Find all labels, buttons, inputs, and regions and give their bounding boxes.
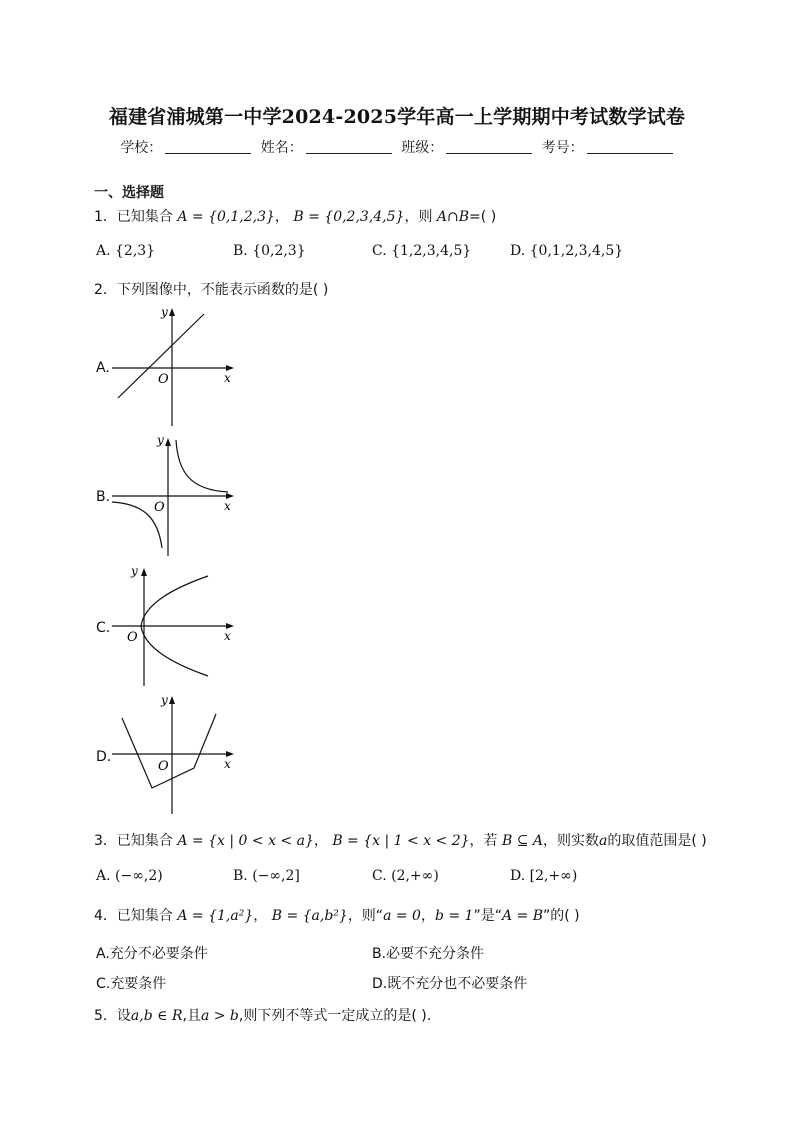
question-text: ”是“ bbox=[473, 908, 502, 924]
math-condition: B ⊆ A bbox=[501, 833, 544, 849]
q1-option-d[interactable]: D. {0,1,2,3,4,5} bbox=[510, 243, 624, 259]
question-1 bbox=[94, 206, 496, 226]
question-number: 1． bbox=[94, 209, 117, 225]
student-info-row bbox=[0, 137, 794, 157]
question-text: 的取值范围是( ) bbox=[607, 833, 707, 849]
q3-option-c[interactable]: C. (2,+∞) bbox=[372, 868, 439, 884]
q4-option-d[interactable]: D.既不充分也不必要条件 bbox=[372, 976, 528, 992]
question-text: 设 bbox=[116, 1008, 131, 1024]
origin-label: O bbox=[158, 759, 169, 774]
question-number: 2． bbox=[94, 282, 117, 298]
math-condition-3: A = B bbox=[501, 908, 544, 924]
question-text: ,则下列不等式一定成立的是( ). bbox=[238, 1008, 432, 1024]
q1-option-a[interactable]: A. {2,3} bbox=[96, 243, 156, 259]
school-label: 学校： bbox=[120, 140, 163, 156]
origin-label: O bbox=[158, 372, 169, 387]
graph-b-label[interactable]: B. bbox=[96, 489, 111, 505]
q4-option-a[interactable]: A.充分不必要条件 bbox=[96, 946, 208, 962]
question-text: ”的( ) bbox=[543, 908, 580, 924]
y-axis-label: y bbox=[161, 305, 168, 319]
q4-option-b[interactable]: B.必要不充分条件 bbox=[372, 946, 485, 962]
school-blank[interactable] bbox=[165, 139, 251, 154]
question-text: ,且 bbox=[182, 1008, 201, 1024]
question-4 bbox=[94, 905, 580, 925]
question-number: 3． bbox=[94, 833, 117, 849]
math-condition-1: a = 0 bbox=[383, 908, 421, 924]
x-axis-label: x bbox=[224, 371, 231, 385]
separator: ， bbox=[313, 833, 328, 849]
graph-c-parabola bbox=[108, 562, 238, 690]
graph-a-line bbox=[108, 302, 238, 430]
question-text: 已知集合 bbox=[116, 209, 173, 225]
question-text: 已知集合 bbox=[116, 833, 173, 849]
x-axis-label: x bbox=[224, 499, 231, 513]
math-expression: A∩B bbox=[436, 209, 470, 225]
graph-d-label[interactable]: D. bbox=[96, 749, 112, 765]
math-set-a: A = {x | 0 < x < a} bbox=[177, 833, 314, 849]
math-variable: a bbox=[599, 833, 608, 849]
question-text: =( ) bbox=[469, 209, 497, 225]
question-number: 5． bbox=[94, 1008, 117, 1024]
name-blank[interactable] bbox=[306, 139, 392, 154]
y-axis-label: y bbox=[157, 433, 164, 447]
q1-option-c[interactable]: C. {1,2,3,4,5} bbox=[372, 243, 472, 259]
question-text: ，则“ bbox=[347, 908, 384, 924]
question-5 bbox=[94, 1005, 431, 1025]
origin-label: O bbox=[154, 500, 165, 515]
separator: ， bbox=[253, 908, 268, 924]
question-text: ，则实数 bbox=[543, 833, 600, 849]
math-condition-2: b = 1 bbox=[434, 908, 474, 924]
x-axis-label: x bbox=[224, 757, 231, 771]
section-heading-choice: 一、选择题 bbox=[94, 185, 164, 201]
x-axis-label: x bbox=[224, 629, 231, 643]
name-label: 姓名： bbox=[260, 140, 303, 156]
graph-d-polyline bbox=[108, 690, 238, 818]
q3-option-d[interactable]: D. [2,+∞) bbox=[510, 868, 578, 884]
math-condition: a > b bbox=[200, 1008, 239, 1024]
origin-label: O bbox=[127, 630, 138, 645]
math-variables: a,b ∈ R bbox=[130, 1008, 183, 1024]
graph-a-label[interactable]: A. bbox=[96, 360, 110, 376]
y-axis-label: y bbox=[131, 564, 138, 578]
y-axis-label: y bbox=[161, 693, 168, 707]
math-set-b: B = {a,b²} bbox=[271, 908, 348, 924]
q4-option-c[interactable]: C.充要条件 bbox=[96, 976, 167, 992]
graph-b-hyperbola bbox=[108, 432, 238, 560]
number-blank[interactable] bbox=[587, 139, 673, 154]
separator: ， bbox=[274, 209, 289, 225]
math-set-a: A = {0,1,2,3} bbox=[177, 209, 275, 225]
exam-title: 福建省浦城第一中学2024-2025学年高一上学期期中考试数学试卷 bbox=[108, 106, 686, 128]
q3-option-b[interactable]: B. (−∞,2] bbox=[233, 868, 300, 884]
question-text: ，则 bbox=[404, 209, 433, 225]
question-3 bbox=[94, 830, 707, 850]
class-label: 班级： bbox=[401, 140, 444, 156]
graph-c-label[interactable]: C. bbox=[96, 620, 111, 636]
question-text: ，若 bbox=[469, 833, 498, 849]
separator: ， bbox=[420, 908, 435, 924]
q1-option-b[interactable]: B. {0,2,3} bbox=[233, 243, 306, 259]
math-set-a: A = {1,a²} bbox=[177, 908, 254, 924]
question-number: 4． bbox=[94, 908, 117, 924]
q3-option-a[interactable]: A. (−∞,2) bbox=[96, 868, 163, 884]
math-set-b: B = {0,2,3,4,5} bbox=[293, 209, 405, 225]
math-set-b: B = {x | 1 < x < 2} bbox=[332, 833, 470, 849]
question-2 bbox=[94, 279, 328, 299]
question-text: 下列图像中，不能表示函数的是( ) bbox=[116, 282, 329, 298]
class-blank[interactable] bbox=[446, 139, 532, 154]
number-label: 考号： bbox=[541, 140, 584, 156]
question-text: 已知集合 bbox=[116, 908, 173, 924]
